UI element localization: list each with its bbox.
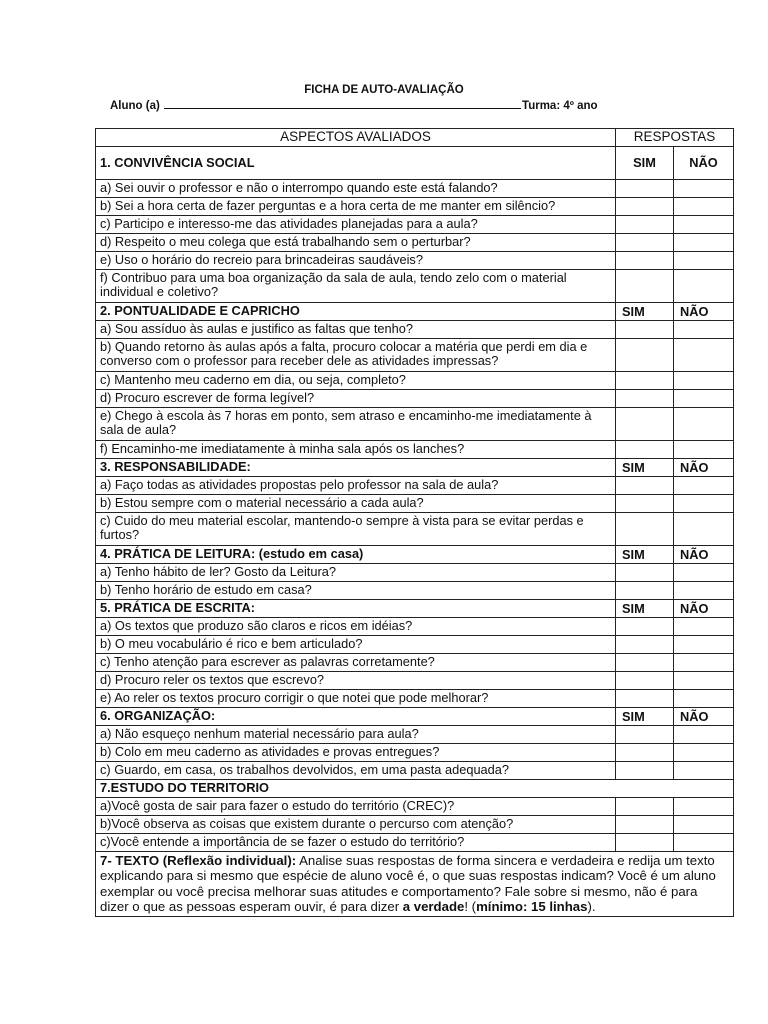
answer-no-cell[interactable] xyxy=(674,798,734,816)
question-text: b) Estou sempre com o material necessário a cada aula? xyxy=(96,495,616,513)
answer-yes-cell[interactable] xyxy=(616,339,674,372)
yes-column-label: SIM xyxy=(616,147,674,180)
question-text: a) Os textos que produzo são claros e ricos em idéias? xyxy=(96,618,616,636)
student-line xyxy=(110,99,598,112)
question-text: a) Tenho hábito de ler? Gosto da Leitura? xyxy=(96,564,616,582)
answer-no-cell[interactable] xyxy=(674,513,734,546)
no-column-label: NÃO xyxy=(674,459,734,477)
question-text: b)Você observa as coisas que existem durante o percurso com atenção? xyxy=(96,816,616,834)
answer-no-cell[interactable] xyxy=(674,690,734,708)
section-row xyxy=(96,708,734,726)
question-text: e) Chego à escola às 7 horas em ponto, sem atraso e encaminho-me imediatamente à sala de aula? xyxy=(96,408,616,441)
no-column-label: NÃO xyxy=(674,708,734,726)
question-row xyxy=(96,690,734,708)
answer-yes-cell[interactable] xyxy=(616,234,674,252)
answer-no-cell[interactable] xyxy=(674,180,734,198)
text-separator: ! ( xyxy=(464,899,477,915)
text-section-row xyxy=(96,852,734,917)
question-text: e) Uso o horário do recreio para brincadeiras saudáveis? xyxy=(96,252,616,270)
text-body: Analise suas respostas de forma sincera e verdadeira e redija um texto explicando para si mesmo que espécie de aluno você é, o que suas respostas indicam? Você é um aluno exemplar ou você precisa melhorar suas atitudes e comportamento? Fale sobre si mesmo, não é para dizer o que as pessoas esperam ouvir, é para dizer xyxy=(100,853,716,915)
question-row xyxy=(96,372,734,390)
section-row xyxy=(96,459,734,477)
section-title: 3. RESPONSABILIDADE: xyxy=(96,459,616,477)
text-emphasis: a verdade xyxy=(402,899,465,915)
answer-no-cell[interactable] xyxy=(674,390,734,408)
answer-yes-cell[interactable] xyxy=(616,816,674,834)
yes-column-label: SIM xyxy=(616,303,674,321)
answer-yes-cell[interactable] xyxy=(616,726,674,744)
question-row xyxy=(96,198,734,216)
question-row xyxy=(96,672,734,690)
answer-yes-cell[interactable] xyxy=(616,372,674,390)
question-row xyxy=(96,390,734,408)
answer-no-cell[interactable] xyxy=(674,321,734,339)
no-column-label: NÃO xyxy=(674,600,734,618)
answer-no-cell[interactable] xyxy=(674,564,734,582)
question-text: a) Não esqueço nenhum material necessário para aula? xyxy=(96,726,616,744)
answer-yes-cell[interactable] xyxy=(616,252,674,270)
answer-yes-cell[interactable] xyxy=(616,390,674,408)
question-row xyxy=(96,477,734,495)
section-row xyxy=(96,546,734,564)
answer-no-cell[interactable] xyxy=(674,618,734,636)
question-row xyxy=(96,441,734,459)
answer-yes-cell[interactable] xyxy=(616,636,674,654)
question-text: d) Procuro reler os textos que escrevo? xyxy=(96,672,616,690)
question-row xyxy=(96,582,734,600)
section-row xyxy=(96,780,734,798)
no-column-label: NÃO xyxy=(674,546,734,564)
answer-no-cell[interactable] xyxy=(674,441,734,459)
section-title: 5. PRÁTICA DE ESCRITA: xyxy=(96,600,616,618)
answer-yes-cell[interactable] xyxy=(616,321,674,339)
answer-no-cell[interactable] xyxy=(674,636,734,654)
text-minimum: mínimo: 15 linhas xyxy=(476,899,588,915)
question-text: b) Colo em meu caderno as atividades e provas entregues? xyxy=(96,744,616,762)
question-text: d) Procuro escrever de forma legível? xyxy=(96,390,616,408)
answer-yes-cell[interactable] xyxy=(616,690,674,708)
answer-no-cell[interactable] xyxy=(674,495,734,513)
table-header-row xyxy=(96,129,734,147)
question-text: a) Sei ouvir o professor e não o interrompo quando este está falando? xyxy=(96,180,616,198)
student-label: Aluno (a) xyxy=(110,100,160,112)
section-row xyxy=(96,147,734,180)
answer-yes-cell[interactable] xyxy=(616,654,674,672)
answer-no-cell[interactable] xyxy=(674,762,734,780)
question-text: a) Faço todas as atividades propostas pelo professor na sala de aula? xyxy=(96,477,616,495)
form-title: FICHA DE AUTO-AVALIAÇÃO xyxy=(304,84,464,96)
question-row xyxy=(96,408,734,441)
question-row xyxy=(96,564,734,582)
answer-yes-cell[interactable] xyxy=(616,408,674,441)
answer-no-cell[interactable] xyxy=(674,744,734,762)
answer-yes-cell[interactable] xyxy=(616,744,674,762)
question-row xyxy=(96,339,734,372)
question-text: c) Guardo, em casa, os trabalhos devolvidos, em uma pasta adequada? xyxy=(96,762,616,780)
question-text: f) Encaminho-me imediatamente à minha sala após os lanches? xyxy=(96,441,616,459)
question-row xyxy=(96,180,734,198)
answer-no-cell[interactable] xyxy=(674,216,734,234)
answer-no-cell[interactable] xyxy=(674,252,734,270)
answer-yes-cell[interactable] xyxy=(616,441,674,459)
answer-yes-cell[interactable] xyxy=(616,270,674,303)
question-text: a)Você gosta de sair para fazer o estudo do território (CREC)? xyxy=(96,798,616,816)
question-text: c) Participo e interesso-me das atividades planejadas para a aula? xyxy=(96,216,616,234)
question-text: e) Ao reler os textos procuro corrigir o que notei que pode melhorar? xyxy=(96,690,616,708)
text-instructions xyxy=(96,852,734,917)
section-title: 6. ORGANIZAÇÃO: xyxy=(96,708,616,726)
answer-yes-cell[interactable] xyxy=(616,180,674,198)
section-title: 1. CONVIVÊNCIA SOCIAL xyxy=(96,147,616,180)
question-row xyxy=(96,816,734,834)
question-text: c) Cuido do meu material escolar, mantendo-o sempre à vista para se evitar perdas e furtos? xyxy=(96,513,616,546)
answer-no-cell[interactable] xyxy=(674,816,734,834)
yes-column-label: SIM xyxy=(616,459,674,477)
text-close: ). xyxy=(587,899,596,915)
answer-yes-cell[interactable] xyxy=(616,477,674,495)
section-title: 2. PONTUALIDADE E CAPRICHO xyxy=(96,303,616,321)
answer-no-cell[interactable] xyxy=(674,672,734,690)
question-row xyxy=(96,798,734,816)
question-text: b) Sei a hora certa de fazer perguntas e a hora certa de me manter em silêncio? xyxy=(96,198,616,216)
section-row xyxy=(96,303,734,321)
answer-yes-cell[interactable] xyxy=(616,495,674,513)
answer-yes-cell[interactable] xyxy=(616,618,674,636)
answer-no-cell[interactable] xyxy=(674,270,734,303)
question-text: c)Você entende a importância de se fazer o estudo do território? xyxy=(96,834,616,852)
question-row xyxy=(96,321,734,339)
question-text: b) O meu vocabulário é rico e bem articulado? xyxy=(96,636,616,654)
question-row xyxy=(96,252,734,270)
yes-column-label: SIM xyxy=(616,708,674,726)
question-text: a) Sou assíduo às aulas e justifico as faltas que tenho? xyxy=(96,321,616,339)
question-row xyxy=(96,834,734,852)
question-row xyxy=(96,495,734,513)
question-text: c) Tenho atenção para escrever as palavras corretamente? xyxy=(96,654,616,672)
question-row xyxy=(96,744,734,762)
question-row xyxy=(96,216,734,234)
answer-no-cell[interactable] xyxy=(674,372,734,390)
text-heading: 7- TEXTO (Reflexão individual): xyxy=(100,853,297,868)
answer-no-cell[interactable] xyxy=(674,198,734,216)
section-row xyxy=(96,600,734,618)
answer-yes-cell[interactable] xyxy=(616,672,674,690)
section-title: 4. PRÁTICA DE LEITURA: (estudo em casa) xyxy=(96,546,616,564)
answer-yes-cell[interactable] xyxy=(616,198,674,216)
question-text: b) Tenho horário de estudo em casa? xyxy=(96,582,616,600)
student-name-blank[interactable] xyxy=(164,99,521,109)
section-title: 7.ESTUDO DO TERRITORIO xyxy=(96,780,734,798)
evaluation-table-body xyxy=(96,129,734,917)
yes-column-label: SIM xyxy=(616,546,674,564)
answer-yes-cell[interactable] xyxy=(616,798,674,816)
answer-yes-cell[interactable] xyxy=(616,834,674,852)
answers-column-header: RESPOSTAS xyxy=(616,129,734,147)
aspects-column-header: ASPECTOS AVALIADOS xyxy=(96,129,616,147)
class-label: Turma: 4º ano xyxy=(522,100,598,112)
answer-no-cell[interactable] xyxy=(674,477,734,495)
no-column-label: NÃO xyxy=(674,303,734,321)
question-row xyxy=(96,618,734,636)
question-text: d) Respeito o meu colega que está trabalhando sem o perturbar? xyxy=(96,234,616,252)
answer-yes-cell[interactable] xyxy=(616,564,674,582)
question-row xyxy=(96,513,734,546)
answer-no-cell[interactable] xyxy=(674,834,734,852)
answer-no-cell[interactable] xyxy=(674,654,734,672)
evaluation-table xyxy=(95,128,734,917)
answer-no-cell[interactable] xyxy=(674,408,734,441)
answer-no-cell[interactable] xyxy=(674,234,734,252)
no-column-label: NÃO xyxy=(674,147,734,180)
answer-yes-cell[interactable] xyxy=(616,762,674,780)
question-row xyxy=(96,654,734,672)
question-text: f) Contribuo para uma boa organização da sala de aula, tendo zelo com o material individual e coletivo? xyxy=(96,270,616,303)
question-row xyxy=(96,726,734,744)
answer-yes-cell[interactable] xyxy=(616,582,674,600)
answer-no-cell[interactable] xyxy=(674,726,734,744)
question-row xyxy=(96,270,734,303)
answer-no-cell[interactable] xyxy=(674,339,734,372)
question-row xyxy=(96,762,734,780)
answer-no-cell[interactable] xyxy=(674,582,734,600)
question-row xyxy=(96,636,734,654)
question-text: c) Mantenho meu caderno em dia, ou seja, completo? xyxy=(96,372,616,390)
yes-column-label: SIM xyxy=(616,600,674,618)
answer-yes-cell[interactable] xyxy=(616,216,674,234)
question-text: b) Quando retorno às aulas após a falta, procuro colocar a matéria que perdi em dia e converso com o professor para receber dele as atividades impressas? xyxy=(96,339,616,372)
answer-yes-cell[interactable] xyxy=(616,513,674,546)
question-row xyxy=(96,234,734,252)
